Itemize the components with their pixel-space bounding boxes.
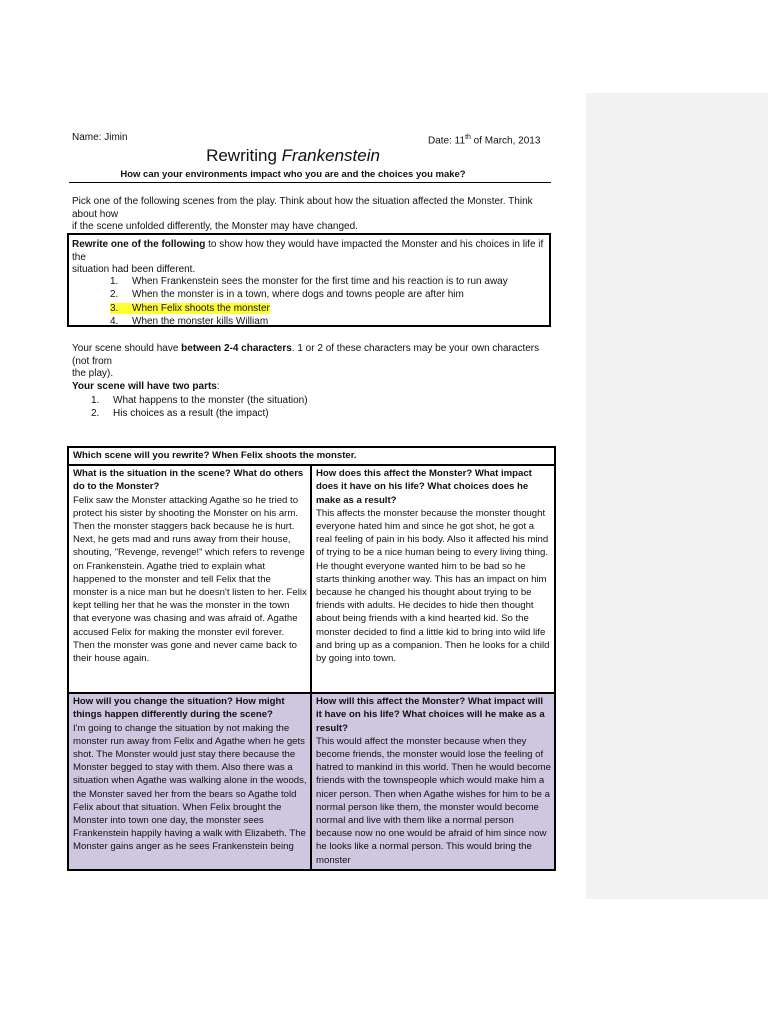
situation-question: What is the situation in the scene? What do others do to the Monster? [73,468,304,493]
title-italic: Frankenstein [281,146,380,165]
characters-paragraph: Your scene should have between 2-4 characters. 1 or 2 of these characters may be your own characters (not from the play). [72,343,540,380]
intro-line-2: if the scene unfolded differently, the Monster may have changed. [72,221,358,233]
scene-choice-cell: Which scene will you rewrite? When Felix shoots the monster. [68,447,555,465]
date-label: Date: 11 [428,135,466,147]
list-item: 1. What happens to the monster (the situation) [91,395,308,406]
scene-options-box [67,233,551,327]
change-question: How will you change the situation? How might things happen differently during the scene? [73,696,285,721]
list-item: 1. When Frankenstein sees the monster for the first time and his reaction is to run away [110,276,508,287]
new-effect-question: How will this affect the Monster? What impact will it have on his life? What choices will he make as a result? [316,696,545,734]
list-item: 2. When the monster is in a town, where dogs and towns people are after him [110,289,464,301]
intro-paragraph [72,196,552,234]
new-effect-cell [311,693,555,870]
page-title [0,146,586,166]
parts-heading: Your scene will have two parts: [72,381,220,392]
title-main: Rewriting [206,146,282,165]
date-rest: of March, 2013 [470,135,541,147]
box-instructions [72,239,548,277]
header-divider [69,182,551,183]
name-field: Name: Jimin [72,132,128,143]
change-answer: I'm going to change the situation by not making the monster run away from Felix and Agathe when he gets shot. The Monster would just stay there because the Monster begged to stay with them. Also there was a situation when Agathe was walking alone in the woods, the Monster saved her from the bears so Agathe told Felix about that situation. When Felix brought the Monster into town one day, the monster sees Frankenstein happily having a walk with Elizabeth. The Monster gains anger as he sees Frankenstein being [73,722,307,853]
change-cell [68,693,311,870]
effect-question: How does this affect the Monster? What impact does it have on his life? What choices does he make as a result? [316,468,532,506]
date-sup: th [465,134,471,141]
situation-cell [68,465,311,693]
box-lead-line2: situation had been different. [72,264,196,276]
effect-answer: This affects the monster because the monster thought everyone hated him and since he got shot, he got a real feeling of pain in his body. Also it affected his mind of trying to be a nice human being to every living thing. He thought everyone wanted him to be bad so he starts thinking another way. This has an impact on him because he changed his thought about trying to be friends with adults. He decides to hide then thought about being friends with a kind hearted kid. So the monster decided to find a little kid to bring into wild life and bring up as a companion. Then he looks for a child by going into town. [316,507,550,665]
parts-list [91,394,308,421]
list-item: 4. When the monster kills William [110,316,269,328]
situation-answer: Felix saw the Monster attacking Agathe so he tried to protect his sister by shooting the Monster on his arm. Then the monster staggers back because he is hurt. Next, he gets mad and runs away from their house, shouting, "Revenge, revenge!" which refers to revenge on Frankenstein. Agathe tried to explain what happened to the monster and tell Felix that the monster is a nice man but he doesn't listen to her. Felix kept telling her that he was the monster in the town that everyone was chasing and was afraid of. Agathe accused Felix for making the monster evil forever. Then the monster was gone and never came back to their house again. [73,494,307,665]
list-item: 2. His choices as a result (the impact) [91,408,269,420]
list-item-highlighted: 3. When Felix shoots the monster [110,302,270,314]
page-subtitle: How can your environments impact who you are and the choices you make? [120,169,466,180]
intro-line-1: Pick one of the following scenes from the play. Think about how the situation affected the Monster. Think about how [72,196,533,220]
box-lead-bold: Rewrite one of the following [72,239,206,250]
scene-table [67,446,556,871]
effect-cell [311,465,555,693]
box-lead-rest: to show how they would have impacted the Monster and his choices in life if the [72,239,544,263]
comment-pane [586,93,768,899]
new-effect-answer: This would affect the monster because when they become friends, the monster would lose the feeling of hatred to mankind in this world. Then he would become friends with the townspeople which would make him a nicer person. Then when Agathe wishes for him to be a normal person like them, the monster would become normal and live with them like a normal person because now no one would be afraid of him since now he looks like a normal person. This would bring the monster [316,735,552,866]
scene-options-list [110,275,508,329]
